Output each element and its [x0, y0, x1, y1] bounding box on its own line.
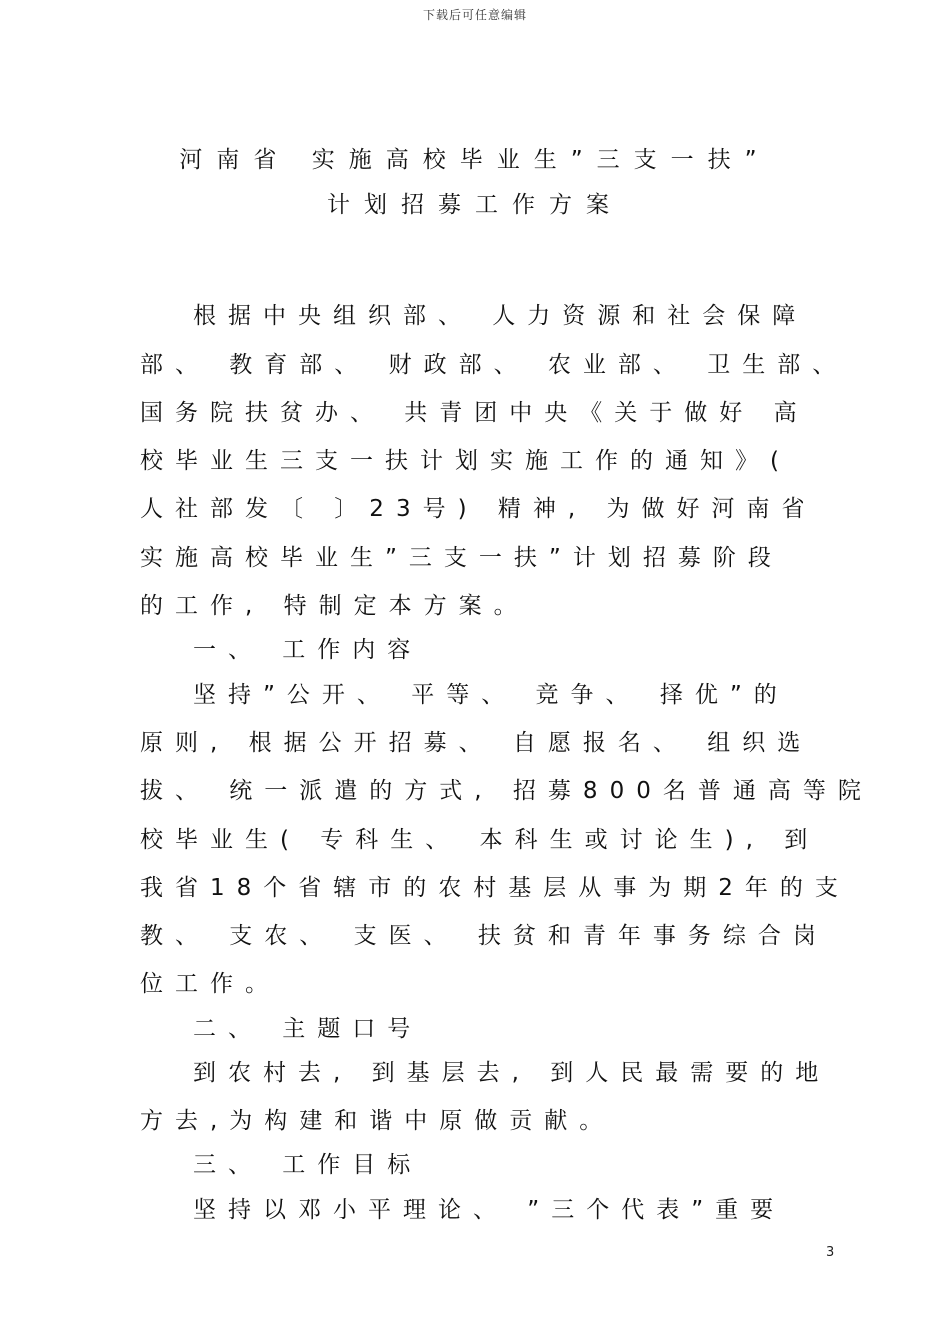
paragraph-line: 坚持以邓小平理论、 ”三个代表”重要	[193, 1197, 786, 1223]
paragraph-line: 到农村去, 到基层去, 到人民最需要的地	[193, 1060, 831, 1086]
header-note: 下载后可任意编辑	[422, 8, 527, 22]
paragraph-line: 人社部发〔 〕23号) 精神, 为做好河南省	[140, 496, 817, 522]
paragraph-line: 国务院扶贫办、 共青团中央《关于做好 高	[140, 400, 809, 426]
section-heading: 二、 主题口号	[193, 1016, 423, 1042]
paragraph-line: 根据中央组织部、 人力资源和社会保障	[193, 303, 808, 329]
document-title-line-1: 河南省 实施高校毕业生”三支一扶”	[179, 147, 771, 173]
paragraph-line: 原则, 根据公开招募、 自愿报名、 组织选	[140, 730, 813, 756]
document-title-line-2: 计划招募工作方案	[327, 192, 623, 218]
paragraph-line: 校毕业生三支一扶计划实施工作的通知》(	[140, 448, 791, 474]
paragraph-line: 位工作。	[140, 971, 280, 997]
paragraph-line: 部、 教育部、 财政部、 农业部、 卫生部、	[140, 352, 848, 378]
paragraph-line: 校毕业生( 专科生、 本科生或讨论生), 到	[140, 827, 820, 853]
paragraph-line: 的工作, 特制定本方案。	[140, 593, 529, 619]
paragraph-line: 我省18个省辖市的农村基层从事为期2年的支	[140, 875, 850, 901]
page-number: 3	[826, 1245, 835, 1260]
section-heading: 三、 工作目标	[193, 1152, 423, 1178]
paragraph-line: 实施高校毕业生”三支一扶”计划招募阶段	[140, 545, 783, 571]
paragraph-line: 方去,为构建和谐中原做贡献。	[140, 1108, 615, 1134]
section-heading: 一、 工作内容	[193, 637, 423, 663]
paragraph-line: 坚持”公开、 平等、 竞争、 择优”的	[193, 682, 789, 708]
paragraph-line: 拔、 统一派遣的方式, 招募800名普通高等院	[140, 778, 873, 804]
paragraph-line: 教、 支农、 支医、 扶贫和青年事务综合岗	[140, 923, 828, 949]
